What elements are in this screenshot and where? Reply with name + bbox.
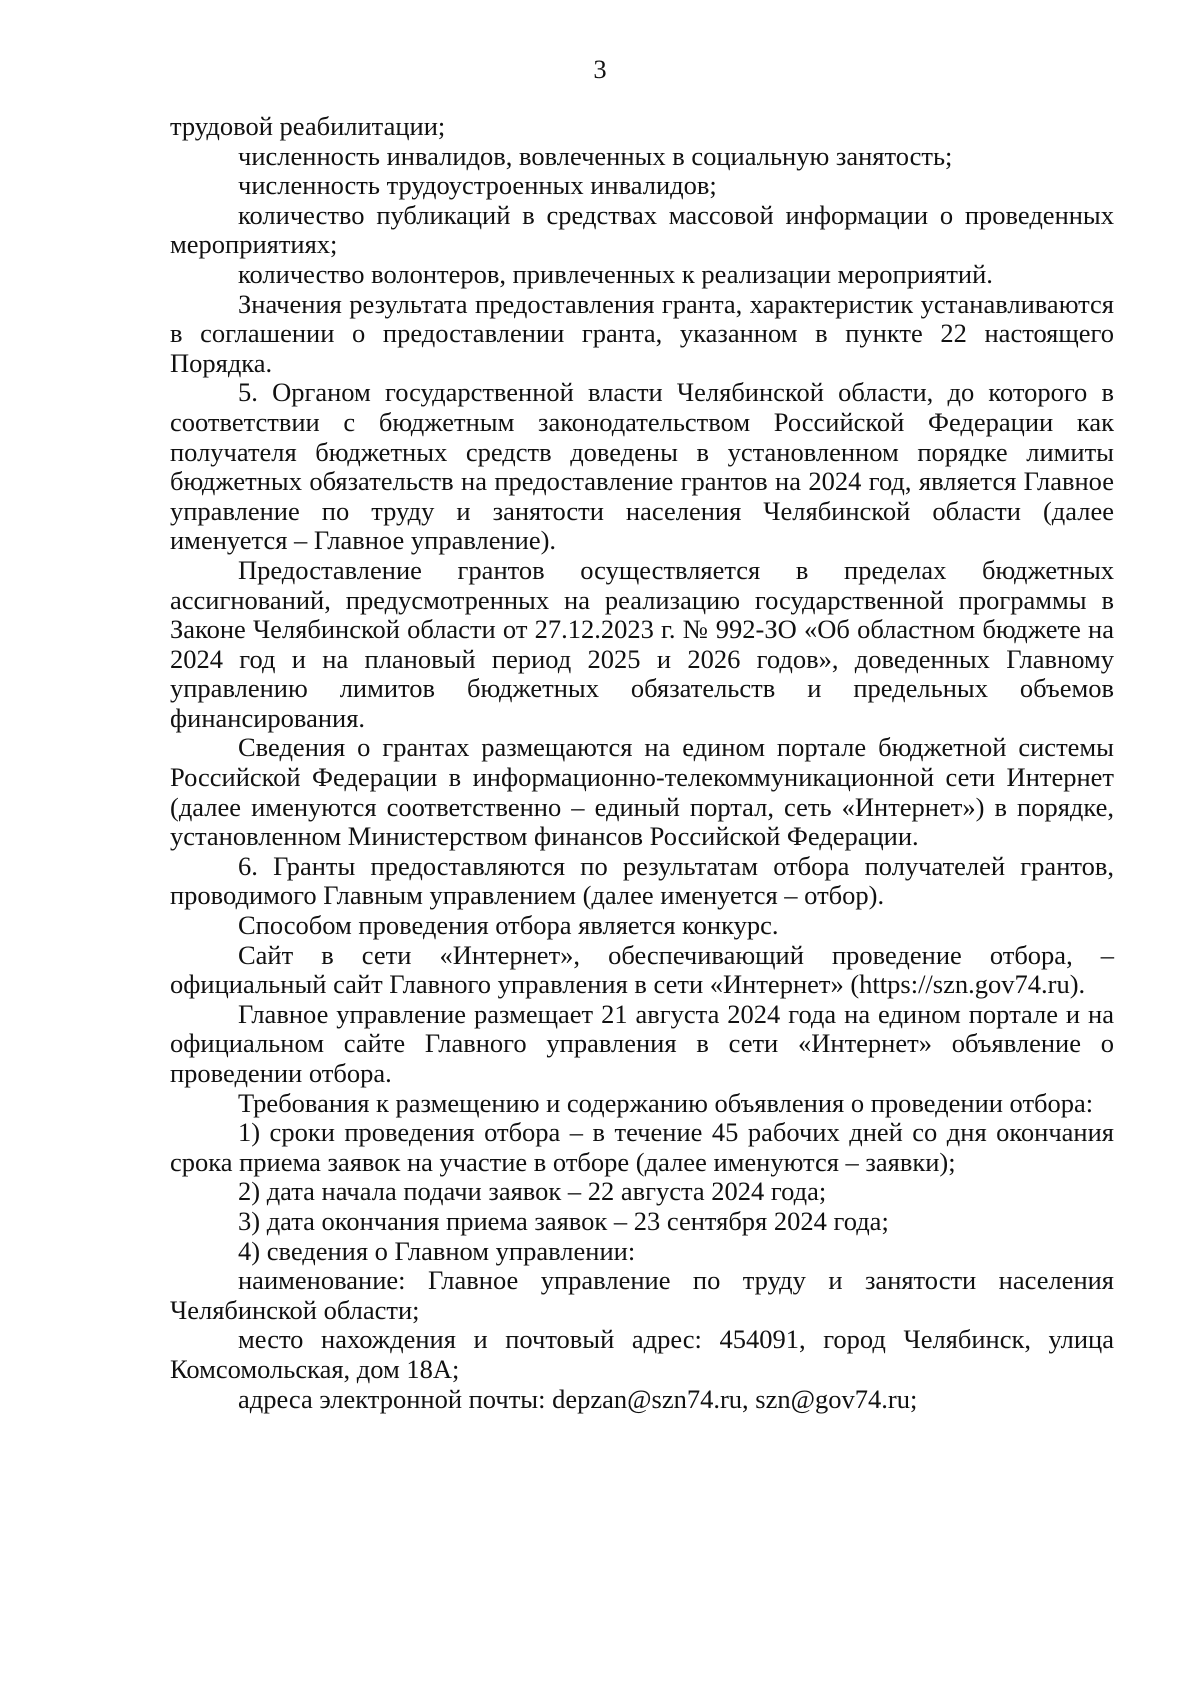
- paragraph: место нахождения и почтовый адрес: 454091, город Челябинск, улица Комсомольская, дом 18А;: [170, 1324, 1114, 1384]
- paragraph: 6. Гранты предоставляются по результатам отбора получателей грантов, проводимого Главным управлением (далее именуется – отбор).: [170, 850, 1114, 911]
- paragraph: численность трудоустроенных инвалидов;: [238, 170, 717, 201]
- paragraph: наименование: Главное управление по труду и занятости населения Челябинской области;: [170, 1265, 1114, 1325]
- paragraph: Способом проведения отбора является конкурс.: [238, 910, 779, 941]
- paragraph: Предоставление грантов осуществляется в пределах бюджетных ассигнований, предусмотренных на реализацию государственной программы в Законе Челябинской области от 27.12.2023 г. № 992-ЗО «Об областном бюджете на 2024 год и на плановый период 2025 и 2026 годов», доведенных Главному управлению лимитов бюджетных обязательств и предельных объемов финансирования.: [170, 554, 1114, 733]
- paragraph: 3) дата окончания приема заявок – 23 сентября 2024 года;: [238, 1205, 889, 1236]
- page-number: 3: [593, 54, 607, 84]
- paragraph: Сайт в сети «Интернет», обеспечивающий проведение отбора, – официальный сайт Главного управления в сети «Интернет» (https://szn.gov74.ru).: [170, 939, 1114, 1000]
- paragraph: количество публикаций в средствах массовой информации о проведенных мероприятиях;: [170, 199, 1114, 260]
- paragraph: 1) сроки проведения отбора – в течение 45 рабочих дней со дня окончания срока приема заявок на участие в отборе (далее именуются – заявки);: [170, 1117, 1114, 1177]
- paragraph: адреса электронной почты: depzan@szn74.ru, szn@gov74.ru;: [238, 1383, 918, 1414]
- paragraph: Требования к размещению и содержанию объявления о проведении отбора:: [238, 1087, 1094, 1118]
- paragraph: трудовой реабилитации;: [170, 111, 446, 141]
- paragraph: Сведения о грантах размещаются на едином портале бюджетной системы Российской Федерации в информационно-телекоммуникационной сети Интернет (далее именуются соответственно – единый портал, сеть «Интернет») в порядке, установленном Министерством финансов Российской Федерации.: [170, 732, 1114, 852]
- paragraph: количество волонтеров, привлеченных к реализации мероприятий.: [238, 258, 993, 289]
- paragraph: 5. Органом государственной власти Челябинской области, до которого в соответствии с бюджетным законодательством Российской Федерации как получателя бюджетных средств доведены в установленном порядке лимиты бюджетных обязательств на предоставление грантов на 2024 год, является Главное управление по труду и занятости населения Челябинской области (далее именуется – Главное управление).: [170, 377, 1114, 556]
- paragraph: Значения результата предоставления гранта, характеристик устанавливаются в соглашении о предоставлении гранта, указанном в пункте 22 настоящего Порядка.: [170, 288, 1114, 378]
- paragraph: 4) сведения о Главном управлении:: [238, 1235, 636, 1266]
- document-body: [170, 112, 1114, 1414]
- paragraph: Главное управление размещает 21 августа 2024 года на едином портале и на официальном сайте Главного управления в сети «Интернет» объявление о проведении отбора.: [170, 998, 1114, 1088]
- paragraph: численность инвалидов, вовлеченных в социальную занятость;: [238, 140, 953, 171]
- paragraph: 2) дата начала подачи заявок – 22 августа 2024 года;: [238, 1176, 827, 1207]
